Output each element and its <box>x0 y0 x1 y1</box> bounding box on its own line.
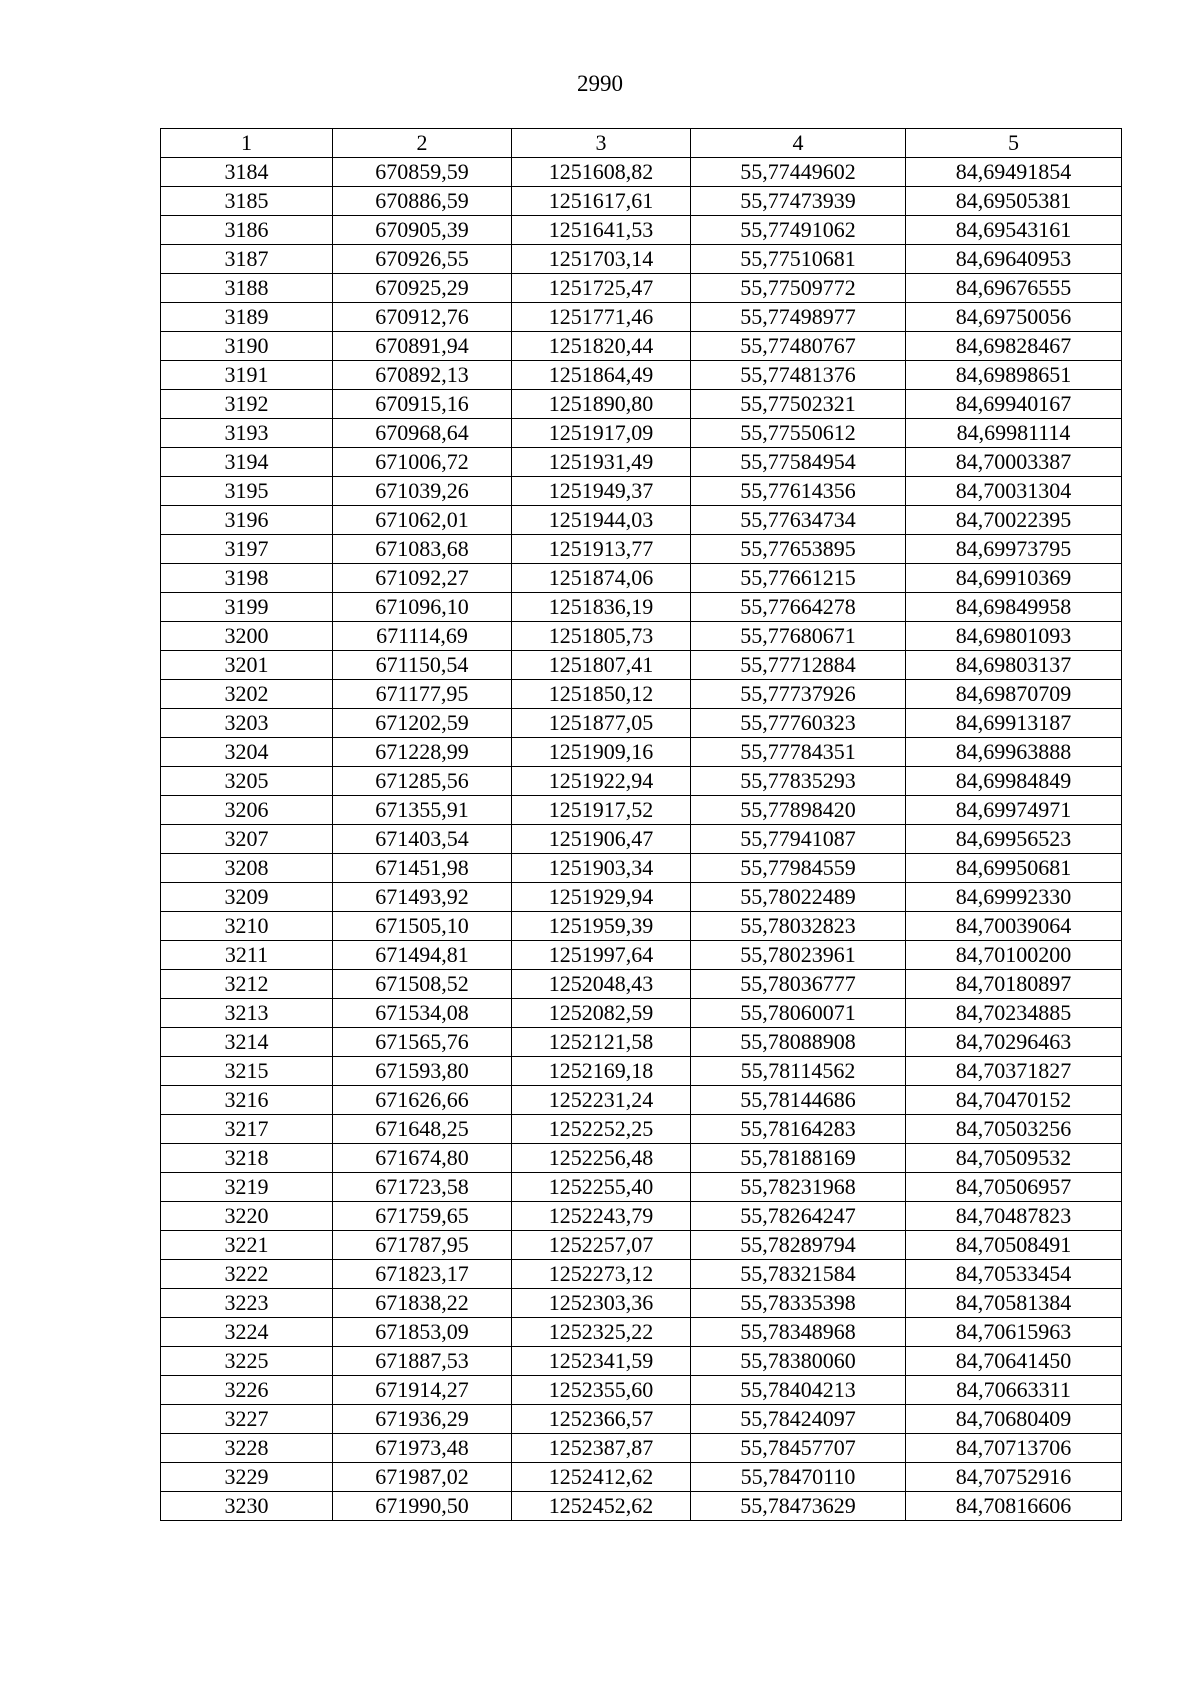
table-row <box>161 1144 1122 1173</box>
table-cell-col-1: 3190 <box>161 332 333 361</box>
table-row <box>161 854 1122 883</box>
table-cell-col-4: 55,78473629 <box>691 1492 906 1521</box>
table-cell-col-4: 55,77584954 <box>691 448 906 477</box>
table-cell-col-2: 671508,52 <box>333 970 512 999</box>
table-row <box>161 1086 1122 1115</box>
table-cell-col-4: 55,78424097 <box>691 1405 906 1434</box>
table-cell-col-2: 671096,10 <box>333 593 512 622</box>
table-cell-col-5: 84,69803137 <box>906 651 1122 680</box>
table-cell-col-2: 671565,76 <box>333 1028 512 1057</box>
table-cell-col-2: 671285,56 <box>333 767 512 796</box>
table-cell-col-5: 84,70663311 <box>906 1376 1122 1405</box>
table-row <box>161 941 1122 970</box>
table-cell-col-1: 3225 <box>161 1347 333 1376</box>
table-cell-col-4: 55,77509772 <box>691 274 906 303</box>
table-cell-col-3: 1251913,77 <box>512 535 691 564</box>
table-row <box>161 970 1122 999</box>
table-row <box>161 274 1122 303</box>
table-body <box>161 158 1122 1521</box>
table-cell-col-5: 84,70509532 <box>906 1144 1122 1173</box>
table-row <box>161 1057 1122 1086</box>
table-header <box>161 129 1122 158</box>
table-cell-col-2: 670968,64 <box>333 419 512 448</box>
header-cell-col-1: 1 <box>161 129 333 158</box>
table-row <box>161 709 1122 738</box>
table-cell-col-4: 55,78404213 <box>691 1376 906 1405</box>
table-cell-col-5: 84,69913187 <box>906 709 1122 738</box>
table-cell-col-1: 3202 <box>161 680 333 709</box>
table-cell-col-1: 3185 <box>161 187 333 216</box>
table-cell-col-3: 1252366,57 <box>512 1405 691 1434</box>
table-cell-col-2: 670905,39 <box>333 216 512 245</box>
table-cell-col-1: 3205 <box>161 767 333 796</box>
table-cell-col-3: 1251944,03 <box>512 506 691 535</box>
table-cell-col-5: 84,69898651 <box>906 361 1122 390</box>
table-cell-col-1: 3210 <box>161 912 333 941</box>
table-row <box>161 1202 1122 1231</box>
table-row <box>161 187 1122 216</box>
table-cell-col-3: 1252243,79 <box>512 1202 691 1231</box>
table-cell-col-4: 55,77510681 <box>691 245 906 274</box>
header-row <box>161 129 1122 158</box>
table-cell-col-2: 671403,54 <box>333 825 512 854</box>
table-cell-col-3: 1252341,59 <box>512 1347 691 1376</box>
table-cell-col-5: 84,70508491 <box>906 1231 1122 1260</box>
table-cell-col-4: 55,78264247 <box>691 1202 906 1231</box>
table-cell-col-5: 84,69640953 <box>906 245 1122 274</box>
table-row <box>161 1231 1122 1260</box>
table-cell-col-2: 671355,91 <box>333 796 512 825</box>
table-cell-col-4: 55,78335398 <box>691 1289 906 1318</box>
table-cell-col-1: 3186 <box>161 216 333 245</box>
table-cell-col-2: 670859,59 <box>333 158 512 187</box>
table-cell-col-2: 670912,76 <box>333 303 512 332</box>
table-row <box>161 1115 1122 1144</box>
table-cell-col-3: 1252257,07 <box>512 1231 691 1260</box>
table-cell-col-4: 55,78022489 <box>691 883 906 912</box>
table-cell-col-2: 671648,25 <box>333 1115 512 1144</box>
table-cell-col-4: 55,77712884 <box>691 651 906 680</box>
table-cell-col-5: 84,69940167 <box>906 390 1122 419</box>
table-row <box>161 477 1122 506</box>
table-cell-col-2: 671150,54 <box>333 651 512 680</box>
table-cell-col-5: 84,69543161 <box>906 216 1122 245</box>
table-cell-col-2: 671505,10 <box>333 912 512 941</box>
table-cell-col-2: 671202,59 <box>333 709 512 738</box>
table-row <box>161 1492 1122 1521</box>
table-cell-col-1: 3218 <box>161 1144 333 1173</box>
header-cell-col-2: 2 <box>333 129 512 158</box>
table-row <box>161 216 1122 245</box>
table-cell-col-2: 671593,80 <box>333 1057 512 1086</box>
table-cell-col-3: 1251909,16 <box>512 738 691 767</box>
table-cell-col-3: 1251890,80 <box>512 390 691 419</box>
table-cell-col-5: 84,70506957 <box>906 1173 1122 1202</box>
table-row <box>161 1405 1122 1434</box>
table-cell-col-1: 3217 <box>161 1115 333 1144</box>
table-cell-col-1: 3209 <box>161 883 333 912</box>
table-cell-col-2: 671823,17 <box>333 1260 512 1289</box>
table-cell-col-1: 3184 <box>161 158 333 187</box>
table-cell-col-5: 84,69950681 <box>906 854 1122 883</box>
table-cell-col-5: 84,70752916 <box>906 1463 1122 1492</box>
table-cell-col-3: 1252355,60 <box>512 1376 691 1405</box>
table-cell-col-3: 1252169,18 <box>512 1057 691 1086</box>
table-cell-col-2: 671723,58 <box>333 1173 512 1202</box>
table-row <box>161 622 1122 651</box>
table-cell-col-3: 1251931,49 <box>512 448 691 477</box>
table-cell-col-4: 55,77941087 <box>691 825 906 854</box>
table-cell-col-5: 84,70371827 <box>906 1057 1122 1086</box>
table-cell-col-5: 84,69984849 <box>906 767 1122 796</box>
table-row <box>161 564 1122 593</box>
table-cell-col-3: 1251703,14 <box>512 245 691 274</box>
table-cell-col-5: 84,70713706 <box>906 1434 1122 1463</box>
table-cell-col-4: 55,77634734 <box>691 506 906 535</box>
table-cell-col-5: 84,70581384 <box>906 1289 1122 1318</box>
table-row <box>161 245 1122 274</box>
table-cell-col-2: 670891,94 <box>333 332 512 361</box>
table-cell-col-3: 1251807,41 <box>512 651 691 680</box>
table-cell-col-4: 55,77661215 <box>691 564 906 593</box>
table-row <box>161 535 1122 564</box>
table-cell-col-1: 3191 <box>161 361 333 390</box>
table-cell-col-4: 55,78144686 <box>691 1086 906 1115</box>
table-cell-col-5: 84,70533454 <box>906 1260 1122 1289</box>
table-cell-col-5: 84,69491854 <box>906 158 1122 187</box>
table-cell-col-4: 55,78114562 <box>691 1057 906 1086</box>
table-cell-col-3: 1251906,47 <box>512 825 691 854</box>
table-cell-col-1: 3196 <box>161 506 333 535</box>
table-cell-col-3: 1252048,43 <box>512 970 691 999</box>
table-cell-col-4: 55,77680671 <box>691 622 906 651</box>
table-cell-col-5: 84,69981114 <box>906 419 1122 448</box>
table-cell-col-2: 671990,50 <box>333 1492 512 1521</box>
table-row <box>161 825 1122 854</box>
table-cell-col-1: 3212 <box>161 970 333 999</box>
table-cell-col-3: 1251997,64 <box>512 941 691 970</box>
table-cell-col-3: 1252121,58 <box>512 1028 691 1057</box>
table-row <box>161 1347 1122 1376</box>
table-cell-col-2: 671674,80 <box>333 1144 512 1173</box>
table-cell-col-1: 3208 <box>161 854 333 883</box>
table-cell-col-4: 55,78457707 <box>691 1434 906 1463</box>
table-row <box>161 506 1122 535</box>
table-row <box>161 1028 1122 1057</box>
table-cell-col-5: 84,69801093 <box>906 622 1122 651</box>
table-cell-col-2: 671914,27 <box>333 1376 512 1405</box>
table-cell-col-1: 3226 <box>161 1376 333 1405</box>
table-cell-col-1: 3197 <box>161 535 333 564</box>
table-cell-col-5: 84,70234885 <box>906 999 1122 1028</box>
table-cell-col-3: 1251959,39 <box>512 912 691 941</box>
table-row <box>161 1376 1122 1405</box>
table-cell-col-4: 55,77614356 <box>691 477 906 506</box>
table-cell-col-3: 1251917,09 <box>512 419 691 448</box>
table-row <box>161 796 1122 825</box>
table-cell-col-5: 84,69910369 <box>906 564 1122 593</box>
table-cell-col-2: 671838,22 <box>333 1289 512 1318</box>
table-cell-col-3: 1252325,22 <box>512 1318 691 1347</box>
table-cell-col-2: 671451,98 <box>333 854 512 883</box>
table-cell-col-4: 55,78088908 <box>691 1028 906 1057</box>
table-row <box>161 448 1122 477</box>
table-cell-col-1: 3195 <box>161 477 333 506</box>
table-row <box>161 883 1122 912</box>
table-cell-col-4: 55,78032823 <box>691 912 906 941</box>
table-cell-col-3: 1252387,87 <box>512 1434 691 1463</box>
table-cell-col-4: 55,77481376 <box>691 361 906 390</box>
table-cell-col-5: 84,69849958 <box>906 593 1122 622</box>
table-cell-col-2: 671493,92 <box>333 883 512 912</box>
table-cell-col-4: 55,78348968 <box>691 1318 906 1347</box>
table-row <box>161 999 1122 1028</box>
table-cell-col-5: 84,70615963 <box>906 1318 1122 1347</box>
table-cell-col-1: 3201 <box>161 651 333 680</box>
table-cell-col-2: 670915,16 <box>333 390 512 419</box>
table-cell-col-4: 55,77473939 <box>691 187 906 216</box>
table-cell-col-4: 55,77498977 <box>691 303 906 332</box>
table-cell-col-5: 84,69505381 <box>906 187 1122 216</box>
table-row <box>161 1289 1122 1318</box>
table-cell-col-3: 1252255,40 <box>512 1173 691 1202</box>
table-cell-col-4: 55,77502321 <box>691 390 906 419</box>
table-cell-col-1: 3187 <box>161 245 333 274</box>
table-cell-col-3: 1252231,24 <box>512 1086 691 1115</box>
table-cell-col-2: 671887,53 <box>333 1347 512 1376</box>
table-cell-col-2: 671534,08 <box>333 999 512 1028</box>
table-cell-col-2: 671973,48 <box>333 1434 512 1463</box>
table-cell-col-1: 3216 <box>161 1086 333 1115</box>
table-cell-col-4: 55,77984559 <box>691 854 906 883</box>
table-cell-col-4: 55,77550612 <box>691 419 906 448</box>
table-cell-col-3: 1251725,47 <box>512 274 691 303</box>
table-cell-col-5: 84,70487823 <box>906 1202 1122 1231</box>
table-row <box>161 361 1122 390</box>
table-cell-col-3: 1252256,48 <box>512 1144 691 1173</box>
table-cell-col-2: 671006,72 <box>333 448 512 477</box>
table-cell-col-3: 1252273,12 <box>512 1260 691 1289</box>
table-cell-col-2: 670892,13 <box>333 361 512 390</box>
table-cell-col-5: 84,69956523 <box>906 825 1122 854</box>
table-cell-col-1: 3213 <box>161 999 333 1028</box>
table-cell-col-1: 3214 <box>161 1028 333 1057</box>
table-cell-col-2: 670926,55 <box>333 245 512 274</box>
table-cell-col-2: 671228,99 <box>333 738 512 767</box>
table-cell-col-4: 55,77653895 <box>691 535 906 564</box>
table-cell-col-5: 84,69828467 <box>906 332 1122 361</box>
table-row <box>161 767 1122 796</box>
table-row <box>161 390 1122 419</box>
table-cell-col-3: 1251805,73 <box>512 622 691 651</box>
table-cell-col-2: 671092,27 <box>333 564 512 593</box>
table-cell-col-5: 84,70022395 <box>906 506 1122 535</box>
table-cell-col-4: 55,78321584 <box>691 1260 906 1289</box>
table-cell-col-3: 1251641,53 <box>512 216 691 245</box>
table-row <box>161 593 1122 622</box>
table-cell-col-4: 55,77491062 <box>691 216 906 245</box>
table-cell-col-1: 3230 <box>161 1492 333 1521</box>
table-cell-col-4: 55,78188169 <box>691 1144 906 1173</box>
table-cell-col-4: 55,77835293 <box>691 767 906 796</box>
table-cell-col-3: 1251922,94 <box>512 767 691 796</box>
table-cell-col-1: 3204 <box>161 738 333 767</box>
table-row <box>161 738 1122 767</box>
table-cell-col-4: 55,77737926 <box>691 680 906 709</box>
table-cell-col-2: 671787,95 <box>333 1231 512 1260</box>
table-cell-col-5: 84,69973795 <box>906 535 1122 564</box>
table-cell-col-1: 3221 <box>161 1231 333 1260</box>
table-cell-col-5: 84,70470152 <box>906 1086 1122 1115</box>
table-cell-col-3: 1251903,34 <box>512 854 691 883</box>
table-cell-col-1: 3200 <box>161 622 333 651</box>
table-cell-col-3: 1251850,12 <box>512 680 691 709</box>
table-cell-col-1: 3207 <box>161 825 333 854</box>
table-cell-col-1: 3198 <box>161 564 333 593</box>
table-cell-col-2: 671626,66 <box>333 1086 512 1115</box>
table-cell-col-4: 55,78164283 <box>691 1115 906 1144</box>
table-cell-col-1: 3194 <box>161 448 333 477</box>
table-cell-col-1: 3220 <box>161 1202 333 1231</box>
table-cell-col-1: 3203 <box>161 709 333 738</box>
table-cell-col-4: 55,78470110 <box>691 1463 906 1492</box>
table-cell-col-3: 1251617,61 <box>512 187 691 216</box>
table-cell-col-2: 671062,01 <box>333 506 512 535</box>
table-cell-col-1: 3199 <box>161 593 333 622</box>
table-row <box>161 1260 1122 1289</box>
table-row <box>161 1173 1122 1202</box>
table-cell-col-1: 3223 <box>161 1289 333 1318</box>
table-row <box>161 651 1122 680</box>
table-cell-col-1: 3206 <box>161 796 333 825</box>
table-cell-col-4: 55,78023961 <box>691 941 906 970</box>
table-cell-col-3: 1251771,46 <box>512 303 691 332</box>
table-cell-col-5: 84,70641450 <box>906 1347 1122 1376</box>
table-cell-col-3: 1251929,94 <box>512 883 691 912</box>
table-cell-col-4: 55,78036777 <box>691 970 906 999</box>
table-cell-col-2: 671853,09 <box>333 1318 512 1347</box>
table-cell-col-3: 1251608,82 <box>512 158 691 187</box>
table-cell-col-5: 84,70503256 <box>906 1115 1122 1144</box>
table-row <box>161 680 1122 709</box>
table-cell-col-3: 1252303,36 <box>512 1289 691 1318</box>
table-cell-col-4: 55,77760323 <box>691 709 906 738</box>
table-cell-col-3: 1251874,06 <box>512 564 691 593</box>
table-row <box>161 1434 1122 1463</box>
table-cell-col-3: 1252082,59 <box>512 999 691 1028</box>
table-cell-col-4: 55,78289794 <box>691 1231 906 1260</box>
table-cell-col-3: 1251877,05 <box>512 709 691 738</box>
table-cell-col-1: 3228 <box>161 1434 333 1463</box>
table-cell-col-5: 84,70180897 <box>906 970 1122 999</box>
table-cell-col-5: 84,70003387 <box>906 448 1122 477</box>
table-cell-col-4: 55,77664278 <box>691 593 906 622</box>
table-cell-col-3: 1251949,37 <box>512 477 691 506</box>
header-cell-col-4: 4 <box>691 129 906 158</box>
table-cell-col-5: 84,69750056 <box>906 303 1122 332</box>
table-cell-col-5: 84,69992330 <box>906 883 1122 912</box>
table-cell-col-1: 3188 <box>161 274 333 303</box>
header-cell-col-5: 5 <box>906 129 1122 158</box>
table-cell-col-5: 84,70100200 <box>906 941 1122 970</box>
table-cell-col-3: 1251864,49 <box>512 361 691 390</box>
table-cell-col-2: 671987,02 <box>333 1463 512 1492</box>
table-row <box>161 912 1122 941</box>
table-row <box>161 158 1122 187</box>
table-cell-col-1: 3222 <box>161 1260 333 1289</box>
table-cell-col-2: 671177,95 <box>333 680 512 709</box>
table-cell-col-4: 55,77480767 <box>691 332 906 361</box>
table-cell-col-2: 670925,29 <box>333 274 512 303</box>
table-cell-col-1: 3192 <box>161 390 333 419</box>
table-cell-col-1: 3211 <box>161 941 333 970</box>
table-cell-col-5: 84,70031304 <box>906 477 1122 506</box>
table-cell-col-1: 3189 <box>161 303 333 332</box>
table-cell-col-5: 84,69870709 <box>906 680 1122 709</box>
table-cell-col-5: 84,70296463 <box>906 1028 1122 1057</box>
table-cell-col-5: 84,70816606 <box>906 1492 1122 1521</box>
table-cell-col-5: 84,69963888 <box>906 738 1122 767</box>
table-row <box>161 419 1122 448</box>
table-cell-col-1: 3193 <box>161 419 333 448</box>
table-row <box>161 332 1122 361</box>
table-cell-col-4: 55,77898420 <box>691 796 906 825</box>
table-cell-col-3: 1252452,62 <box>512 1492 691 1521</box>
table-cell-col-2: 671083,68 <box>333 535 512 564</box>
table-cell-col-4: 55,78060071 <box>691 999 906 1028</box>
table-cell-col-2: 671936,29 <box>333 1405 512 1434</box>
table-cell-col-5: 84,70680409 <box>906 1405 1122 1434</box>
table-cell-col-4: 55,78231968 <box>691 1173 906 1202</box>
table-cell-col-1: 3227 <box>161 1405 333 1434</box>
table-cell-col-5: 84,69974971 <box>906 796 1122 825</box>
table-cell-col-1: 3224 <box>161 1318 333 1347</box>
table-cell-col-3: 1251820,44 <box>512 332 691 361</box>
table-cell-col-4: 55,77784351 <box>691 738 906 767</box>
table-cell-col-3: 1252412,62 <box>512 1463 691 1492</box>
table-cell-col-2: 670886,59 <box>333 187 512 216</box>
coordinates-table <box>160 128 1122 1521</box>
table-cell-col-3: 1251836,19 <box>512 593 691 622</box>
table-cell-col-2: 671494,81 <box>333 941 512 970</box>
table-cell-col-2: 671039,26 <box>333 477 512 506</box>
page-number: 2990 <box>577 71 623 96</box>
table-cell-col-3: 1252252,25 <box>512 1115 691 1144</box>
table-row <box>161 1463 1122 1492</box>
table-cell-col-5: 84,70039064 <box>906 912 1122 941</box>
table-cell-col-5: 84,69676555 <box>906 274 1122 303</box>
table-cell-col-1: 3229 <box>161 1463 333 1492</box>
table-cell-col-2: 671114,69 <box>333 622 512 651</box>
table-row <box>161 1318 1122 1347</box>
table-cell-col-2: 671759,65 <box>333 1202 512 1231</box>
table-row <box>161 303 1122 332</box>
table-cell-col-3: 1251917,52 <box>512 796 691 825</box>
table-cell-col-1: 3219 <box>161 1173 333 1202</box>
header-cell-col-3: 3 <box>512 129 691 158</box>
table-cell-col-1: 3215 <box>161 1057 333 1086</box>
table-cell-col-4: 55,77449602 <box>691 158 906 187</box>
table-cell-col-4: 55,78380060 <box>691 1347 906 1376</box>
